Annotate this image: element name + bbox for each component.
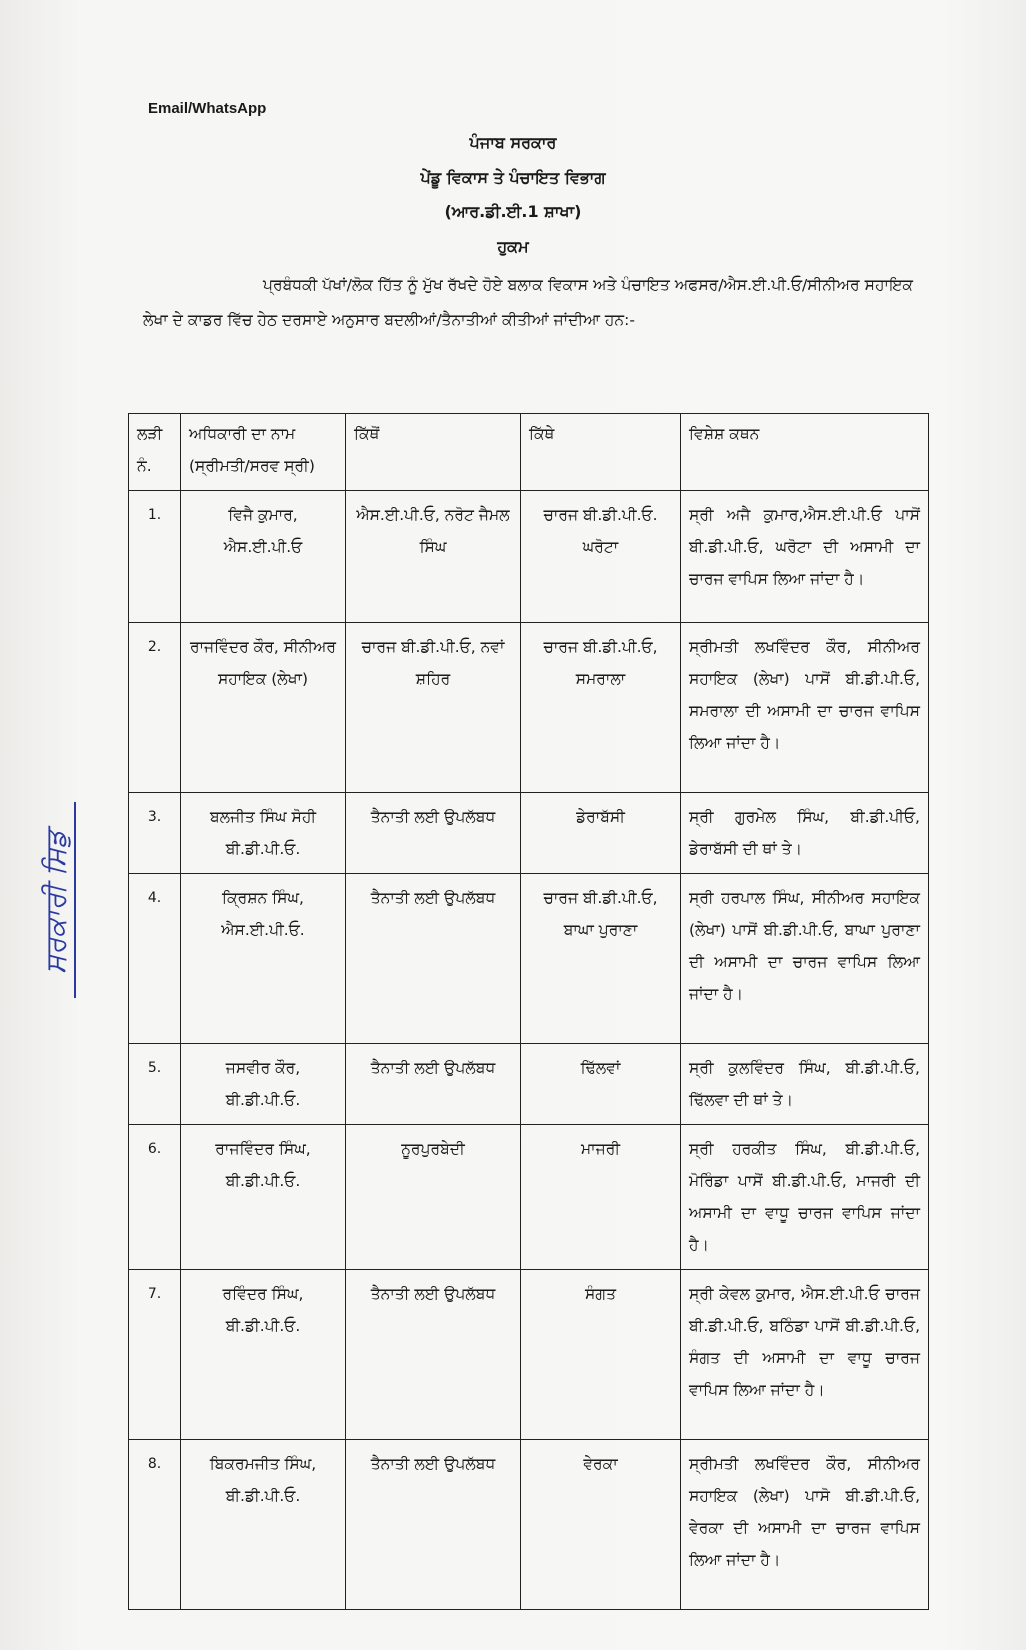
header-remarks: ਵਿਸ਼ੇਸ਼ ਕਥਨ	[681, 414, 929, 491]
row-sr: 5.	[129, 1044, 181, 1125]
row-name: ਰਵਿੰਦਰ ਸਿੰਘ, ਬੀ.ਡੀ.ਪੀ.ਓ.	[181, 1270, 346, 1440]
row-remarks: ਸ੍ਰੀ ਹਰਪਾਲ ਸਿੰਘ, ਸੀਨੀਅਰ ਸਹਾਇਕ (ਲੇਖਾ) ਪਾਸੋਂ ਬੀ.ਡੀ.ਪੀ.ਓ, ਬਾਘਾ ਪੁਰਾਣਾ ਦੀ ਅਸਾਮੀ ਦਾ ਚਾਰਜ ਵਾਪਿਸ ਲਿਆ ਜਾਂਦਾ ਹੈ।	[681, 874, 929, 1044]
row-remarks: ਸ੍ਰੀ ਗੁਰਮੇਲ ਸਿੰਘ, ਬੀ.ਡੀ.ਪੀਓ, ਡੇਰਾਬੱਸੀ ਦੀ ਥਾਂ ਤੇ।	[681, 793, 929, 874]
row-name: ਜਸਵੀਰ ਕੌਰ, ਬੀ.ਡੀ.ਪੀ.ਓ.	[181, 1044, 346, 1125]
row-sr: 1.	[129, 491, 181, 623]
row-remarks: ਸ੍ਰੀ ਕੁਲਵਿੰਦਰ ਸਿੰਘ, ਬੀ.ਡੀ.ਪੀ.ਓ, ਢਿੱਲਵਾ ਦੀ ਥਾਂ ਤੇ।	[681, 1044, 929, 1125]
header-name: ਅਧਿਕਾਰੀ ਦਾ ਨਾਮ (ਸ੍ਰੀਮਤੀ/ਸਰਵ ਸ੍ਰੀ)	[181, 414, 346, 491]
row-remarks: ਸ੍ਰੀਮਤੀ ਲਖਵਿੰਦਰ ਕੌਰ, ਸੀਨੀਅਰ ਸਹਾਇਕ (ਲੇਖਾ) ਪਾਸੋਂ ਬੀ.ਡੀ.ਪੀ.ਓ, ਸਮਰਾਲਾ ਦੀ ਅਸਾਮੀ ਦਾ ਚਾਰਜ ਵਾਪਿਸ ਲਿਆ ਜਾਂਦਾ ਹੈ।	[681, 623, 929, 793]
intro-paragraph: ਪ੍ਰਬੰਧਕੀ ਪੱਖਾਂ/ਲੋਕ ਹਿੱਤ ਨੂੰ ਮੁੱਖ ਰੱਖਦੇ ਹੋਏ ਬਲਾਕ ਵਿਕਾਸ ਅਤੇ ਪੰਚਾਇਤ ਅਫਸਰ/ਐਸ.ਈ.ਪੀ.ਓ/ਸੀਨੀਅਰ ਸਹਾਇਕ ਲੇਖਾ ਦੇ ਕਾਡਰ ਵਿੱਚ ਹੇਠ ਦਰਸਾਏ ਅਨੁਸਾਰ ਬਦਲੀਆਂ/ਤੈਨਾਤੀਆਂ ਕੀਤੀਆਂ ਜਾਂਦੀਆ ਹਨ:-	[143, 276, 913, 329]
table-row	[129, 1044, 929, 1125]
table-row	[129, 793, 929, 874]
row-sr: 7.	[129, 1270, 181, 1440]
row-from: ਤੈਨਾਤੀ ਲਈ ਉਪਲੱਬਧ	[346, 1270, 521, 1440]
row-to: ਮਾਜਰੀ	[521, 1125, 681, 1270]
row-sr: 8.	[129, 1440, 181, 1610]
row-name: ਕ੍ਰਿਸ਼ਨ ਸਿੰਘ, ਐਸ.ਈ.ਪੀ.ਓ.	[181, 874, 346, 1044]
row-to: ਡੇਰਾਬੱਸੀ	[521, 793, 681, 874]
table-row	[129, 874, 929, 1044]
row-name: ਰਾਜਵਿੰਦਰ ਸਿੰਘ, ਬੀ.ਡੀ.ਪੀ.ਓ.	[181, 1125, 346, 1270]
email-whatsapp-tag: Email/WhatsApp	[148, 100, 267, 117]
order-heading: ਹੁਕਮ	[497, 237, 529, 256]
table-row	[129, 623, 929, 793]
margin-note-underline	[74, 802, 76, 998]
row-remarks: ਸ੍ਰੀ ਕੇਵਲ ਕੁਮਾਰ, ਐਸ.ਈ.ਪੀ.ਓ ਚਾਰਜ ਬੀ.ਡੀ.ਪੀ.ਓ, ਬਠਿੰਡਾ ਪਾਸੋਂ ਬੀ.ਡੀ.ਪੀ.ਓ, ਸੰਗਤ ਦੀ ਅਸਾਮੀ ਦਾ ਵਾਧੂ ਚਾਰਜ ਵਾਪਿਸ ਲਿਆ ਜਾਂਦਾ ਹੈ।	[681, 1270, 929, 1440]
department-heading: ਪੇਂਡੂ ਵਿਕਾਸ ਤੇ ਪੰਚਾਇਤ ਵਿਭਾਗ	[420, 168, 606, 187]
header-sr: ਲੜੀ ਨੰ.	[129, 414, 181, 491]
handwritten-margin-note	[32, 792, 80, 1012]
row-from: ਚਾਰਜ ਬੀ.ਡੀ.ਪੀ.ਓ, ਨਵਾਂ ਸ਼ਹਿਰ	[346, 623, 521, 793]
row-from: ਤੈਨਾਤੀ ਲਈ ਉਪਲੱਬਧ	[346, 793, 521, 874]
table-header-row	[129, 414, 929, 491]
row-to: ਢਿੱਲਵਾਂ	[521, 1044, 681, 1125]
row-sr: 4.	[129, 874, 181, 1044]
row-sr: 3.	[129, 793, 181, 874]
government-heading: ਪੰਜਾਬ ਸਰਕਾਰ	[469, 133, 557, 152]
row-to: ਚਾਰਜ ਬੀ.ਡੀ.ਪੀ.ਓ. ਘਰੋਟਾ	[521, 491, 681, 623]
table-row	[129, 1125, 929, 1270]
row-name: ਬਲਜੀਤ ਸਿੰਘ ਸੋਹੀ ਬੀ.ਡੀ.ਪੀ.ਓ.	[181, 793, 346, 874]
header-to: ਕਿੱਥੇ	[521, 414, 681, 491]
row-from: ਨੂਰਪੁਰਬੇਦੀ	[346, 1125, 521, 1270]
table-row	[129, 1440, 929, 1610]
row-from: ਐਸ.ਈ.ਪੀ.ਓ, ਨਰੋਟ ਜੈਮਲ ਸਿੰਘ	[346, 491, 521, 623]
row-to: ਵੇਰਕਾ	[521, 1440, 681, 1610]
row-from: ਤੈਨਾਤੀ ਲਈ ਉਪਲੱਬਧ	[346, 1440, 521, 1610]
transfer-orders-table	[128, 413, 929, 1610]
row-sr: 2.	[129, 623, 181, 793]
row-to: ਚਾਰਜ ਬੀ.ਡੀ.ਪੀ.ਓ, ਸਮਰਾਲਾ	[521, 623, 681, 793]
row-sr: 6.	[129, 1125, 181, 1270]
row-remarks: ਸ੍ਰੀ ਹਰਕੀਤ ਸਿੰਘ, ਬੀ.ਡੀ.ਪੀ.ਓ, ਮੋਰਿੰਡਾ ਪਾਸੋਂ ਬੀ.ਡੀ.ਪੀ.ਓ, ਮਾਜਰੀ ਦੀ ਅਸਾਮੀ ਦਾ ਵਾਧੂ ਚਾਰਜ ਵਾਪਿਸ ਜਾਂਦਾ ਹੈ।	[681, 1125, 929, 1270]
row-remarks: ਸ੍ਰੀਮਤੀ ਲਖਵਿੰਦਰ ਕੌਰ, ਸੀਨੀਅਰ ਸਹਾਇਕ (ਲੇਖਾ) ਪਾਸੋ ਬੀ.ਡੀ.ਪੀ.ਓ, ਵੇਰਕਾ ਦੀ ਅਸਾਮੀ ਦਾ ਚਾਰਜ ਵਾਪਿਸ ਲਿਆ ਜਾਂਦਾ ਹੈ।	[681, 1440, 929, 1610]
row-from: ਤੈਨਾਤੀ ਲਈ ਉਪਲੱਬਧ	[346, 874, 521, 1044]
row-to: ਚਾਰਜ ਬੀ.ਡੀ.ਪੀ.ਓ, ਬਾਘਾ ਪੁਰਾਣਾ	[521, 874, 681, 1044]
row-from: ਤੈਨਾਤੀ ਲਈ ਉਪਲੱਬਧ	[346, 1044, 521, 1125]
header-from: ਕਿੱਥੋਂ	[346, 414, 521, 491]
row-name: ਬਿਕਰਮਜੀਤ ਸਿੰਘ, ਬੀ.ਡੀ.ਪੀ.ਓ.	[181, 1440, 346, 1610]
table-row	[129, 1270, 929, 1440]
table-row	[129, 491, 929, 623]
row-remarks: ਸ੍ਰੀ ਅਜੈ ਕੁਮਾਰ,ਐਸ.ਈ.ਪੀ.ਓ ਪਾਸੋਂ ਬੀ.ਡੀ.ਪੀ.ਓ, ਘਰੋਟਾ ਦੀ ਅਸਾਮੀ ਦਾ ਚਾਰਜ ਵਾਪਿਸ ਲਿਆ ਜਾਂਦਾ ਹੈ।	[681, 491, 929, 623]
margin-note-text: ਸਰਕਾਰੀ ਸਿਡੁ	[39, 830, 72, 974]
row-name: ਵਿਜੈ ਕੁਮਾਰ, ਐਸ.ਈ.ਪੀ.ਓ	[181, 491, 346, 623]
row-to: ਸੰਗਤ	[521, 1270, 681, 1440]
branch-heading: (ਆਰ.ਡੀ.ਈ.1 ਸ਼ਾਖਾ)	[444, 202, 582, 221]
row-name: ਰਾਜਵਿੰਦਰ ਕੌਰ, ਸੀਨੀਅਰ ਸਹਾਇਕ (ਲੇਖਾ)	[181, 623, 346, 793]
